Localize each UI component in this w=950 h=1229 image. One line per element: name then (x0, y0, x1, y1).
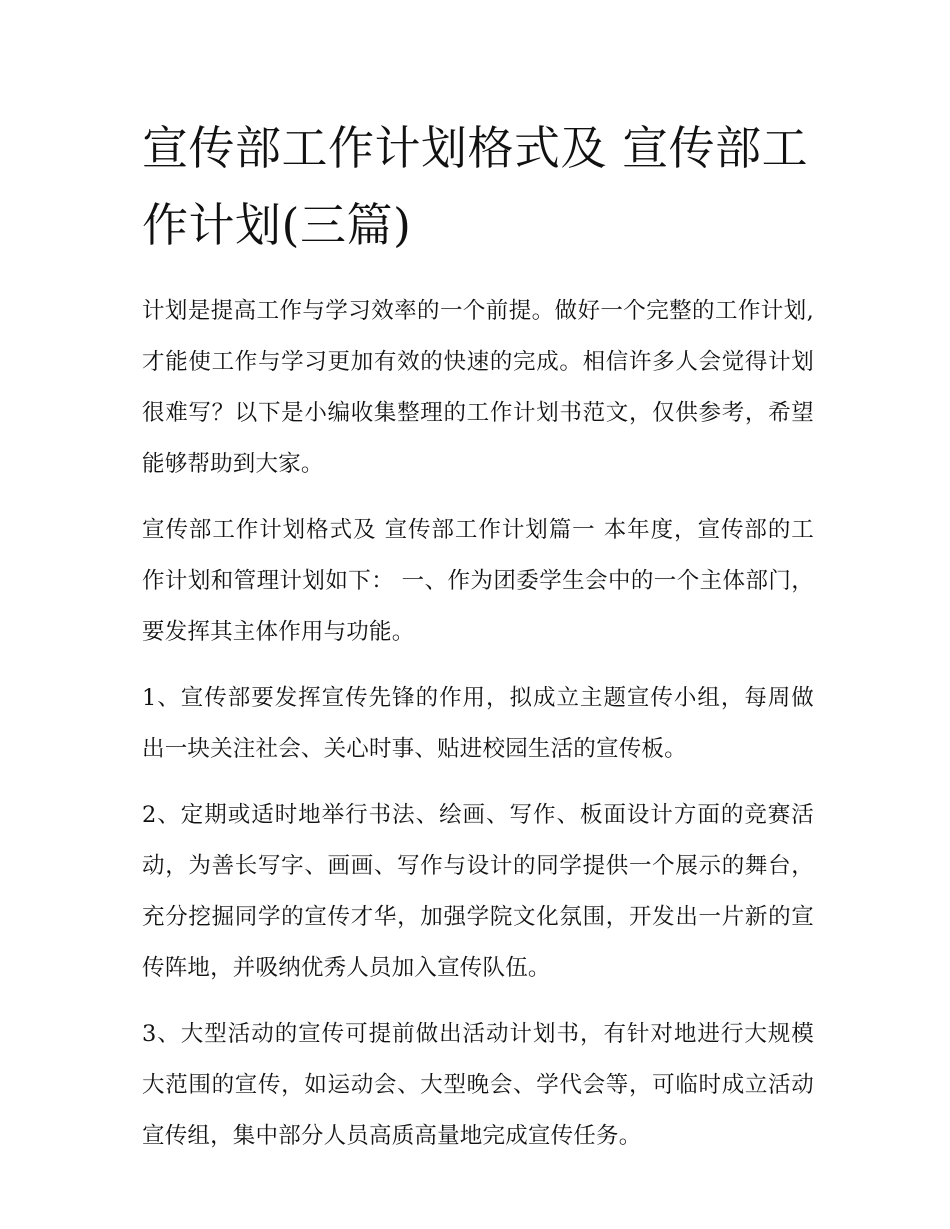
item-1-paragraph: 1、宣传部要发挥宣传先锋的作用，拟成立主题宣传小组，每周做出一块关注社会、关心时事、贴进校园生活的宣传板。 (142, 685, 814, 762)
document-title: 宣传部工作计划格式及 宣传部工作计划(三篇) (142, 121, 809, 252)
section-one-paragraph: 宣传部工作计划格式及 宣传部工作计划篇一 本年度，宣传部的工作计划和管理计划如下： 一、作为团委学生会中的一个主体部门，要发挥其主体作用与功能。 (142, 517, 814, 645)
item-3-paragraph: 3、大型活动的宣传可提前做出活动计划书，有针对地进行大规模大范围的宣传，如运动会、大型晚会、学代会等，可临时成立活动宣传组，集中部分人员高质高量地完成宣传任务。 (142, 1021, 814, 1149)
item-2-paragraph: 2、定期或适时地举行书法、绘画、写作、板面设计方面的竞赛活动，为善长写字、画画、写作与设计的同学提供一个展示的舞台，充分挖掘同学的宣传才华，加强学院文化氛围，开发出一片新的宣传阵地，并吸纳优秀人员加入宣传队伍。 (142, 802, 814, 981)
intro-paragraph: 计划是提高工作与学习效率的一个前提。做好一个完整的工作计划,才能使工作与学习更加有效的快速的完成。相信许多人会觉得计划很难写？以下是小编收集整理的工作计划书范文，仅供参考，希望能够帮助到大家。 (142, 298, 814, 477)
